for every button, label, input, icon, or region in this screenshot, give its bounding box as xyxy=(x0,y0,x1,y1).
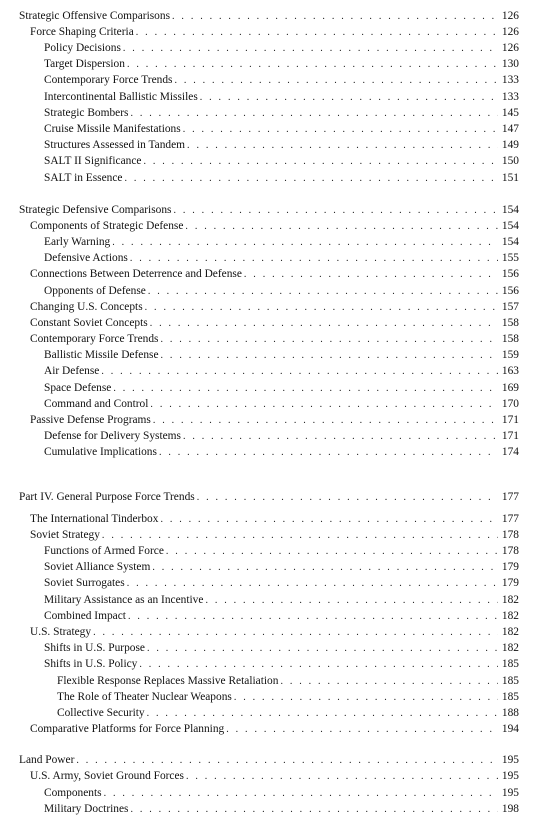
toc-entry-title: Connections Between Deterrence and Defense xyxy=(30,268,242,280)
toc-entry xyxy=(30,219,519,233)
dot-leader xyxy=(173,204,498,218)
toc-entry-page: 185 xyxy=(501,675,519,687)
toc-entry-page: 158 xyxy=(501,317,519,329)
toc-entry-title: The Role of Theater Nuclear Weapons xyxy=(57,691,232,703)
dot-leader xyxy=(183,430,498,444)
dot-leader xyxy=(147,642,498,656)
toc-entry-title: Flexible Response Replaces Massive Retaliation xyxy=(57,675,279,687)
dot-leader xyxy=(113,382,498,396)
toc-entry-page: 163 xyxy=(501,365,519,377)
toc-entry-title: Shifts in U.S. Purpose xyxy=(44,642,145,654)
toc-entry-page: 178 xyxy=(501,545,519,557)
toc-entry xyxy=(19,753,519,767)
toc-entry xyxy=(44,381,519,395)
dot-leader xyxy=(123,42,498,56)
toc-entry-title: Comparative Platforms for Force Planning xyxy=(30,723,225,735)
toc-entry xyxy=(44,122,519,136)
toc-entry-page: 150 xyxy=(501,155,519,167)
toc-entry-title: Military Doctrines xyxy=(44,803,129,815)
toc-entry-page: 188 xyxy=(501,707,519,719)
toc-entry-page: 195 xyxy=(501,787,519,799)
toc-entry-title: Changing U.S. Concepts xyxy=(30,301,143,313)
toc-entry-page: 151 xyxy=(501,172,519,184)
toc-entry-page: 182 xyxy=(501,610,519,622)
toc-entry xyxy=(30,625,519,639)
dot-leader xyxy=(112,236,498,250)
toc-entry-title: Cruise Missile Manifestations xyxy=(44,123,181,135)
toc-entry-title: Defense for Delivery Systems xyxy=(44,430,181,442)
dot-leader xyxy=(124,172,498,186)
toc-entry-page: 170 xyxy=(501,398,519,410)
toc-entry-page: 147 xyxy=(501,123,519,135)
toc-entry-title: Cumulative Implications xyxy=(44,446,157,458)
toc-entry-page: 182 xyxy=(501,642,519,654)
toc-entry xyxy=(57,706,519,720)
toc-entry xyxy=(44,657,519,671)
toc-entry-title: Target Dispersion xyxy=(44,58,125,70)
toc-entry-page: 195 xyxy=(501,770,519,782)
toc-entry-title: U.S. Strategy xyxy=(30,626,92,638)
dot-leader xyxy=(185,220,498,234)
toc-entry-page: 158 xyxy=(501,333,519,345)
toc-entry xyxy=(19,9,519,23)
toc-entry-page: 174 xyxy=(501,446,519,458)
dot-leader xyxy=(148,285,498,299)
toc-entry-title: Passive Defense Programs xyxy=(30,414,151,426)
toc-entry xyxy=(44,154,519,168)
dot-leader xyxy=(200,91,498,105)
dot-leader xyxy=(130,107,498,121)
dot-leader xyxy=(104,787,498,801)
toc-entry-title: Military Assistance as an Incentive xyxy=(44,594,204,606)
toc-entry-title: Defensive Actions xyxy=(44,252,128,264)
toc-entry-title: Components of Strategic Defense xyxy=(30,220,184,232)
toc-entry xyxy=(44,445,519,459)
toc-entry xyxy=(44,138,519,152)
dot-leader xyxy=(166,545,498,559)
toc-entry-title: Ballistic Missile Defense xyxy=(44,349,159,361)
toc-entry-page: 130 xyxy=(501,58,519,70)
toc-entry-page: 157 xyxy=(501,301,519,313)
toc-entry-title: Constant Soviet Concepts xyxy=(30,317,148,329)
dot-leader xyxy=(150,317,498,331)
toc-entry-title: Collective Security xyxy=(57,707,145,719)
dot-leader xyxy=(197,491,498,505)
toc-entry-title: Shifts in U.S. Policy xyxy=(44,658,138,670)
toc-entry-title: Structures Assessed in Tandem xyxy=(44,139,186,151)
dot-leader xyxy=(76,754,498,768)
toc-entry-title: The International Tinderbox xyxy=(30,513,159,525)
toc-entry-title: Contemporary Force Trends xyxy=(44,74,173,86)
toc-entry xyxy=(44,397,519,411)
toc-entry-page: 145 xyxy=(501,107,519,119)
toc-entry xyxy=(44,90,519,104)
toc-entry xyxy=(44,251,519,265)
toc-entry-title: Land Power xyxy=(19,754,75,766)
toc-entry xyxy=(19,490,519,504)
toc-entry xyxy=(44,641,519,655)
dot-leader xyxy=(102,529,498,543)
dot-leader xyxy=(160,513,498,527)
toc-entry-page: 198 xyxy=(501,803,519,815)
dot-leader xyxy=(160,333,498,347)
toc-entry-title: Space Defense xyxy=(44,382,112,394)
toc-entry-page: 154 xyxy=(501,204,519,216)
toc-entry xyxy=(19,203,519,217)
toc-entry xyxy=(30,722,519,736)
toc-entry xyxy=(44,284,519,298)
toc-entry-page: 178 xyxy=(501,529,519,541)
toc-entry-title: Soviet Alliance System xyxy=(44,561,151,573)
dot-leader xyxy=(150,398,498,412)
toc-entry xyxy=(44,576,519,590)
toc-entry-page: 195 xyxy=(501,754,519,766)
toc-entry xyxy=(30,332,519,346)
dot-leader xyxy=(187,139,498,153)
toc-entry xyxy=(44,609,519,623)
toc-entry-page: 156 xyxy=(501,285,519,297)
toc-entry-page: 182 xyxy=(501,626,519,638)
toc-entry-page: 179 xyxy=(501,561,519,573)
toc-entry-page: 169 xyxy=(501,382,519,394)
toc-entry-page: 126 xyxy=(501,26,519,38)
toc-entry xyxy=(30,267,519,281)
toc-entry-page: 179 xyxy=(501,577,519,589)
toc-entry-page: 154 xyxy=(501,236,519,248)
toc-entry-title: Force Shaping Criteria xyxy=(30,26,134,38)
dot-leader xyxy=(152,561,498,575)
toc-entry-title: Intercontinental Ballistic Missiles xyxy=(44,91,198,103)
dot-leader xyxy=(143,155,498,169)
toc-entry-page: 133 xyxy=(501,91,519,103)
toc-entry xyxy=(44,786,519,800)
toc-entry-title: Strategic Bombers xyxy=(44,107,129,119)
dot-leader xyxy=(172,10,498,24)
toc-entry-title: Contemporary Force Trends xyxy=(30,333,159,345)
toc-entry-title: Opponents of Defense xyxy=(44,285,146,297)
toc-entry-title: SALT II Significance xyxy=(44,155,142,167)
toc-entry-title: Functions of Armed Force xyxy=(44,545,164,557)
dot-leader xyxy=(127,58,498,72)
dot-leader xyxy=(153,414,498,428)
dot-leader xyxy=(244,268,498,282)
toc-entry xyxy=(44,364,519,378)
toc-entry-title: Components xyxy=(44,787,102,799)
dot-leader xyxy=(186,770,498,784)
toc-entry xyxy=(44,57,519,71)
toc-entry-page: 194 xyxy=(501,723,519,735)
toc-entry-title: Strategic Offensive Comparisons xyxy=(19,10,171,22)
dot-leader xyxy=(136,26,498,40)
dot-leader xyxy=(130,803,498,817)
toc-entry-title: Command and Control xyxy=(44,398,149,410)
toc-entry xyxy=(30,316,519,330)
toc-entry xyxy=(57,674,519,688)
toc-entry xyxy=(30,769,519,783)
toc-entry-page: 159 xyxy=(501,349,519,361)
dot-leader xyxy=(226,723,498,737)
toc-entry xyxy=(30,25,519,39)
toc-entry xyxy=(44,348,519,362)
toc-entry-page: 177 xyxy=(501,513,519,525)
toc-entry-title: Policy Decisions xyxy=(44,42,121,54)
toc-entry-title: Strategic Defensive Comparisons xyxy=(19,204,172,216)
toc-entry-title: Early Warning xyxy=(44,236,111,248)
dot-leader xyxy=(128,610,498,624)
toc-entry-page: 171 xyxy=(501,414,519,426)
dot-leader xyxy=(130,252,498,266)
dot-leader xyxy=(93,626,498,640)
toc-entry xyxy=(44,544,519,558)
dot-leader xyxy=(145,301,498,315)
toc-entry xyxy=(44,106,519,120)
toc-entry-title: U.S. Army, Soviet Ground Forces xyxy=(30,770,184,782)
toc-entry-title: Air Defense xyxy=(44,365,100,377)
toc-entry-title: Soviet Surrogates xyxy=(44,577,125,589)
toc-entry-page: 156 xyxy=(501,268,519,280)
toc-entry-page: 149 xyxy=(501,139,519,151)
toc-entry-title: SALT in Essence xyxy=(44,172,123,184)
toc-entry xyxy=(44,429,519,443)
toc-entry-title: Combined Impact xyxy=(44,610,126,622)
dot-leader xyxy=(183,123,498,137)
toc-entry xyxy=(44,802,519,816)
toc-entry-page: 182 xyxy=(501,594,519,606)
toc-entry xyxy=(30,512,519,526)
dot-leader xyxy=(174,74,498,88)
toc-entry xyxy=(44,41,519,55)
toc-entry-title: Soviet Strategy xyxy=(30,529,100,541)
toc-entry xyxy=(30,413,519,427)
dot-leader xyxy=(127,577,498,591)
toc-entry-page: 185 xyxy=(501,658,519,670)
dot-leader xyxy=(159,446,498,460)
dot-leader xyxy=(280,675,498,689)
dot-leader xyxy=(101,365,498,379)
toc-entry-page: 133 xyxy=(501,74,519,86)
toc-entry xyxy=(44,171,519,185)
toc-entry xyxy=(44,73,519,87)
toc-entry-page: 155 xyxy=(501,252,519,264)
dot-leader xyxy=(161,349,498,363)
toc-entry xyxy=(44,593,519,607)
dot-leader xyxy=(139,658,498,672)
toc-entry-page: 126 xyxy=(501,10,519,22)
toc-entry-page: 171 xyxy=(501,430,519,442)
toc-entry xyxy=(44,235,519,249)
toc-entry xyxy=(44,560,519,574)
toc-entry xyxy=(30,528,519,542)
toc-entry-page: 126 xyxy=(501,42,519,54)
toc-entry-page: 154 xyxy=(501,220,519,232)
toc-entry xyxy=(57,690,519,704)
toc-entry xyxy=(30,300,519,314)
toc-entry-title: Part IV. General Purpose Force Trends xyxy=(19,491,195,503)
toc-entry-page: 177 xyxy=(501,491,519,503)
dot-leader xyxy=(205,594,498,608)
toc-entry-page: 185 xyxy=(501,691,519,703)
dot-leader xyxy=(234,691,498,705)
dot-leader xyxy=(147,707,498,721)
